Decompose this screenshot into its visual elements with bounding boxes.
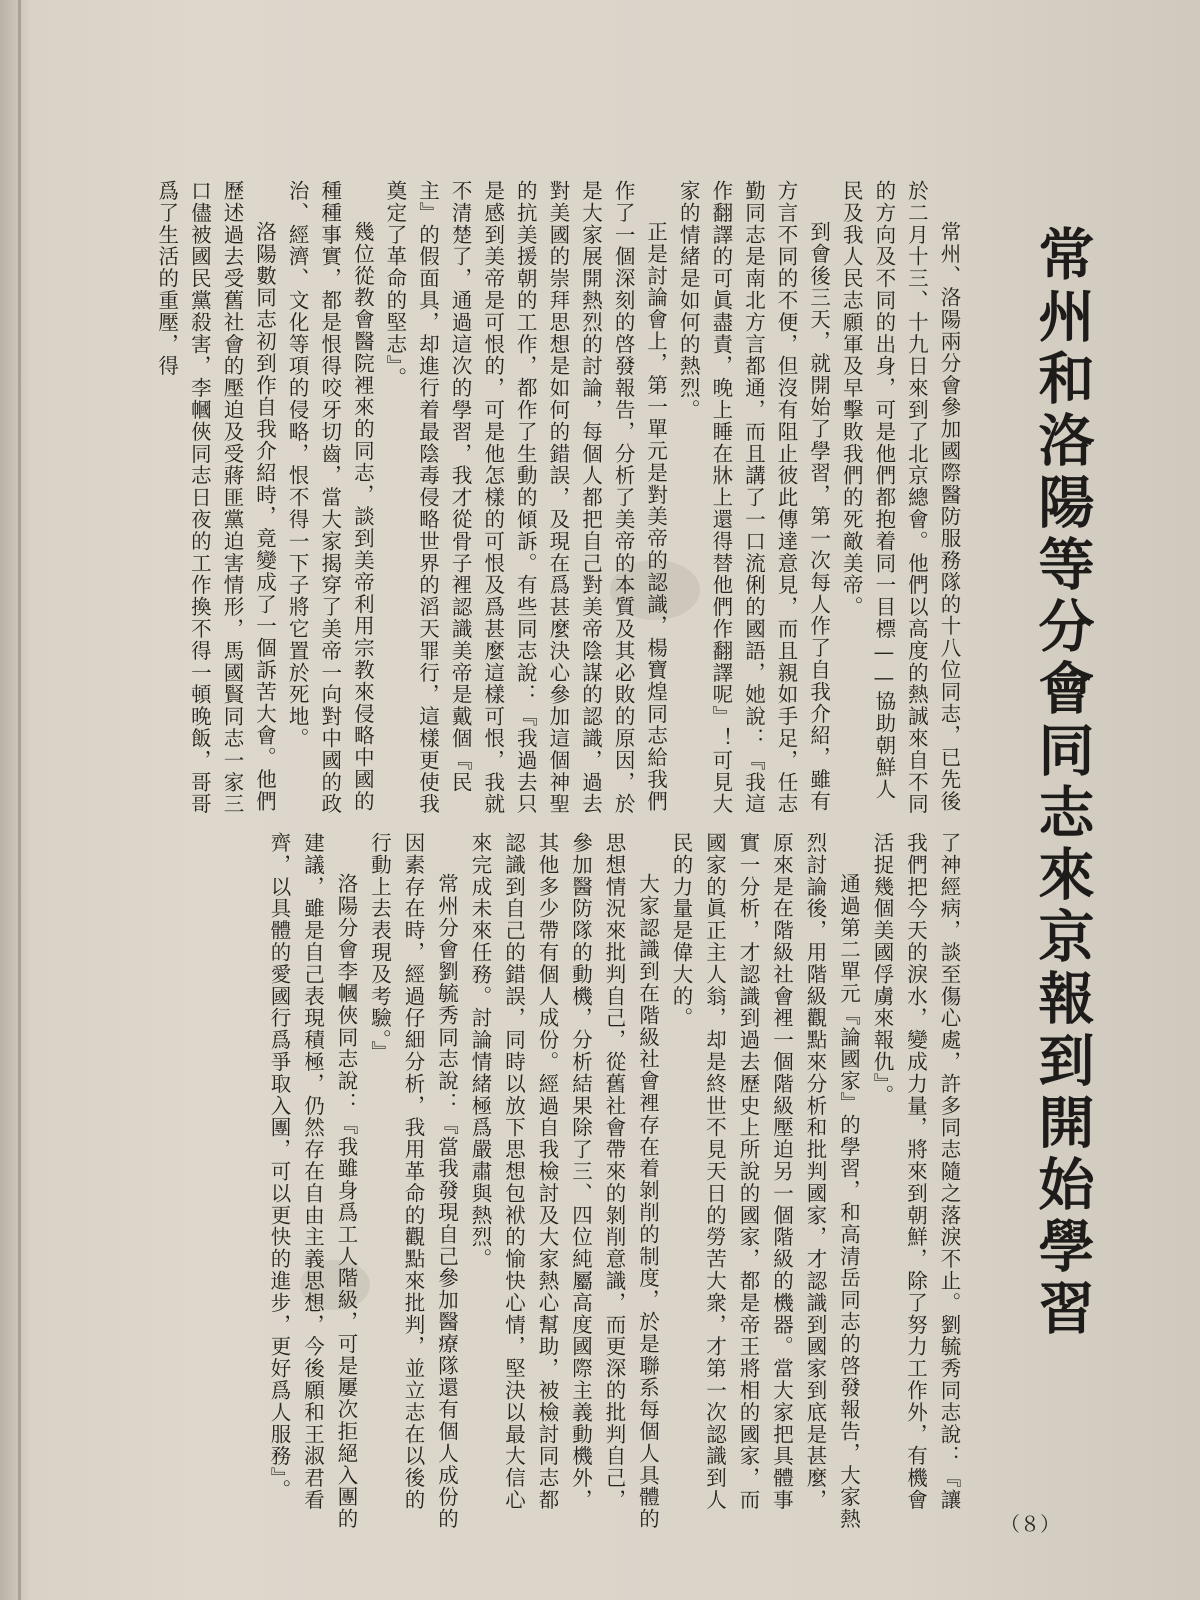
paragraph: 通過第二單元『論國家』的學習，和高清岳同志的啓發報告，大家熱烈討論後，用階級觀點來分析和批判國家，才認識到國家到底是甚麼，原來是在階級社會裡一個階級壓迫另一個階級的機器。當大家把具體事實一分析，才認識到過去歷史上所說的國家，都是帝王將相的國家，而國家的眞正主人翁，却是終世不見天日的勞苦大衆，才第一次認識到人民的力量是偉大的。 <box>669 832 861 1530</box>
binding-gutter <box>18 0 21 1600</box>
paragraph: 幾位從教會醫院裡來的同志，談到美帝利用宗教來侵略中國的種種事實，都是恨得咬牙切齒，當大家揭穿了美帝一向對中國的政治、經濟、文化等項的侵略，恨不得一下子將它置於死地。 <box>285 180 375 816</box>
paragraph: 常州分會劉毓秀同志說：『當我發現自己參加醫療隊還有個人成份的因素存在時，經過仔細分析，我用革命的觀點來批判，並立志在以後的行動上去表現及考驗。』 <box>367 832 459 1530</box>
page-number: （８） <box>1000 1512 1060 1536</box>
paragraph: 常州、洛陽兩分會參加國際醫防服務隊的十八位同志，已先後於二月十三、十九日來到了北京總會。他們以高度的熱誠來自不同的方向及不同的出身，可是他們都抱着同一目標——協助朝鮮人民及我人民志願軍及早擊敗我們的死敵美帝。 <box>839 180 961 816</box>
upper-text-block <box>110 180 965 820</box>
lower-text-block <box>110 832 965 1532</box>
paragraph: 正是討論會上，第一單元是對美帝的認識，楊寶煌同志給我們作了一個深刻的啓發報告，分析了美帝的本質及其必敗的原因，於是大家展開熱烈的討論，每個人都把自己對美帝陰謀的認識，過去對美國的崇拜思想是如何的錯誤，及現在爲甚麼決心參加這個神聖的抗美援朝的工作，都作了生動的傾訴。有些同志說：『我過去只是感到美帝是可恨的，可是他怎樣的可恨及爲甚麼這樣可恨，我就不清楚了，通過這次的學習，我才從骨子裡認識美帝是戴個『民主』的假面具，却進行着最陰毒侵略世界的滔天罪行，這樣更使我奠定了革命的堅志』。 <box>382 180 668 816</box>
paragraph: 到會後三天，就開始了學習，第一次每人作了自我介紹，雖有方言不同的不便，但沒有阻止彼此傳達意見，而且親如手足，任志勤同志是南北方言都通，而且講了一口流俐的國語，她說：『我這作翻譯的可眞盡責，晚上睡在牀上還得替他們作翻譯呢』！可見大家的情緒是如何的熱烈。 <box>676 180 831 816</box>
paragraph: 洛陽數同志初到作自我介紹時，竟變成了一個訴苦大會。他們歷述過去受舊社會的壓迫及受蔣匪黨迫害情形，馬國賢同志一家三口儘被國民黨殺害，李幗俠同志日夜的工作換不得一頓晚飯，哥哥爲了生活的重壓，得 <box>154 180 277 816</box>
paragraph: 大家認識到在階級社會裡存在着剝削的制度，於是聯系每個人具體的思想情況來批判自己，從舊社會帶來的剝削意識，而更深的批判自己，參加醫防隊的動機，分析結果除了三、四位純屬高度國際主義動機外，其他多少帶有個人成份。經過自我檢討及大家熱心幫助，被檢討同志都認識到自己的錯誤，同時以放下思想包袱的愉快心情，堅決以最大信心來完成未來任務。討論情緒極爲嚴肅與熱烈。 <box>468 832 660 1530</box>
article-title: 常州和洛陽等分會同志來京報到開始學習 <box>1029 225 1096 1341</box>
paragraph: 洛陽分會李幗俠同志說：『我雖身爲工人階級，可是屢次拒絕入團的建議，雖是自己表現積極，仍然存在自由主義思想，今後願和王淑君看齊，以具體的愛國行爲爭取入團，可以更快的進步，更好爲人服務』。 <box>267 832 358 1530</box>
paragraph: 了神經病，談至傷心處，許多同志隨之落淚不止。劉毓秀同志說：『讓我們把今天的淚水，變成力量，將來到朝鮮，除了努力工作外，有機會活捉幾個美國俘虜來報仇』。 <box>870 832 961 1511</box>
